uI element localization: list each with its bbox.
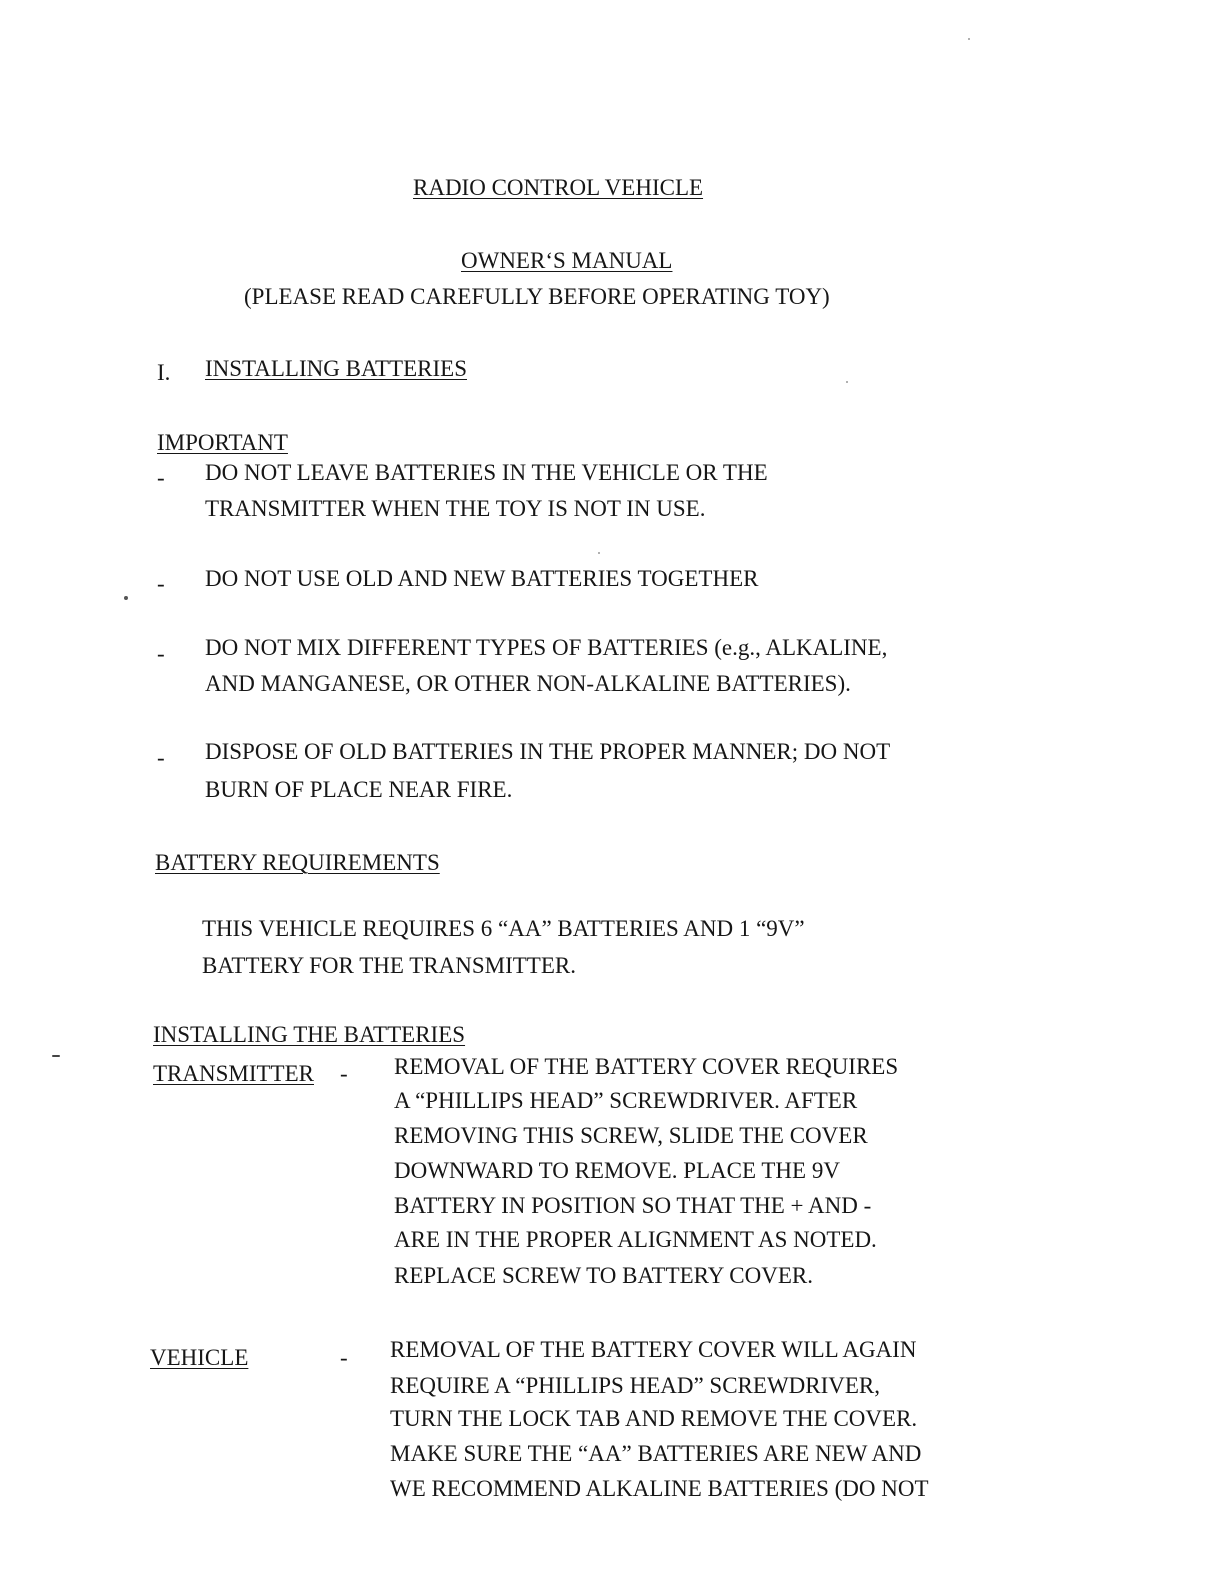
transmitter-line-1: REMOVAL OF THE BATTERY COVER REQUIRES <box>394 1054 899 1079</box>
battery-requirements-line-2: BATTERY FOR THE TRANSMITTER. <box>202 953 576 978</box>
battery-requirements-line-1: THIS VEHICLE REQUIRES 6 “AA” BATTERIES AND 1 “9V” <box>202 916 805 941</box>
list-bullet: - <box>157 745 165 770</box>
battery-requirements-heading: BATTERY REQUIREMENTS <box>155 850 440 875</box>
scan-speck <box>124 596 128 600</box>
important-item-3-line-2: AND MANGANESE, OR OTHER NON-ALKALINE BATTERIES). <box>205 671 851 696</box>
important-item-2-line-1: DO NOT USE OLD AND NEW BATTERIES TOGETHER <box>205 566 759 591</box>
vehicle-line-4: MAKE SURE THE “AA” BATTERIES ARE NEW AND <box>390 1441 922 1466</box>
section-number: I. <box>157 360 171 385</box>
scan-speck <box>846 381 848 383</box>
transmitter-line-2: A “PHILLIPS HEAD” SCREWDRIVER. AFTER <box>394 1088 858 1113</box>
transmitter-line-7: REPLACE SCREW TO BATTERY COVER. <box>394 1263 813 1288</box>
transmitter-line-4: DOWNWARD TO REMOVE. PLACE THE 9V <box>394 1158 840 1183</box>
installing-heading: INSTALLING THE BATTERIES <box>153 1022 466 1047</box>
vehicle-line-1: REMOVAL OF THE BATTERY COVER WILL AGAIN <box>390 1337 917 1362</box>
vehicle-line-2: REQUIRE A “PHILLIPS HEAD” SCREWDRIVER, <box>390 1373 881 1398</box>
important-item-1-line-2: TRANSMITTER WHEN THE TOY IS NOT IN USE. <box>205 496 706 521</box>
important-item-3-line-1: DO NOT MIX DIFFERENT TYPES OF BATTERIES (e.g., ALKALINE, <box>205 635 888 660</box>
important-heading: IMPORTANT <box>157 430 288 455</box>
transmitter-dash: - <box>340 1061 348 1086</box>
transmitter-label: TRANSMITTER <box>153 1061 314 1086</box>
transmitter-line-6: ARE IN THE PROPER ALIGNMENT AS NOTED. <box>394 1227 877 1252</box>
document-subnote: (PLEASE READ CAREFULLY BEFORE OPERATING TOY) <box>244 284 830 309</box>
document-subtitle: OWNER‘S MANUAL <box>461 248 673 273</box>
scan-speck <box>968 38 970 40</box>
scan-speck <box>598 552 600 554</box>
important-item-4-line-1: DISPOSE OF OLD BATTERIES IN THE PROPER MANNER; DO NOT <box>205 739 891 764</box>
list-bullet: - <box>157 571 165 596</box>
transmitter-line-5: BATTERY IN POSITION SO THAT THE + AND - <box>394 1193 872 1218</box>
vehicle-line-5: WE RECOMMEND ALKALINE BATTERIES (DO NOT <box>390 1476 929 1501</box>
important-item-4-line-2: BURN OF PLACE NEAR FIRE. <box>205 777 513 802</box>
scan-speck <box>52 1055 60 1057</box>
important-item-1-line-1: DO NOT LEAVE BATTERIES IN THE VEHICLE OR THE <box>205 460 768 485</box>
list-bullet: - <box>157 641 165 666</box>
document-title: RADIO CONTROL VEHICLE <box>413 175 704 200</box>
list-bullet: - <box>157 465 165 490</box>
vehicle-dash: - <box>340 1345 348 1370</box>
section-heading: INSTALLING BATTERIES <box>205 356 467 381</box>
vehicle-label: VEHICLE <box>150 1345 249 1370</box>
vehicle-line-3: TURN THE LOCK TAB AND REMOVE THE COVER. <box>390 1406 918 1431</box>
transmitter-line-3: REMOVING THIS SCREW, SLIDE THE COVER <box>394 1123 868 1148</box>
